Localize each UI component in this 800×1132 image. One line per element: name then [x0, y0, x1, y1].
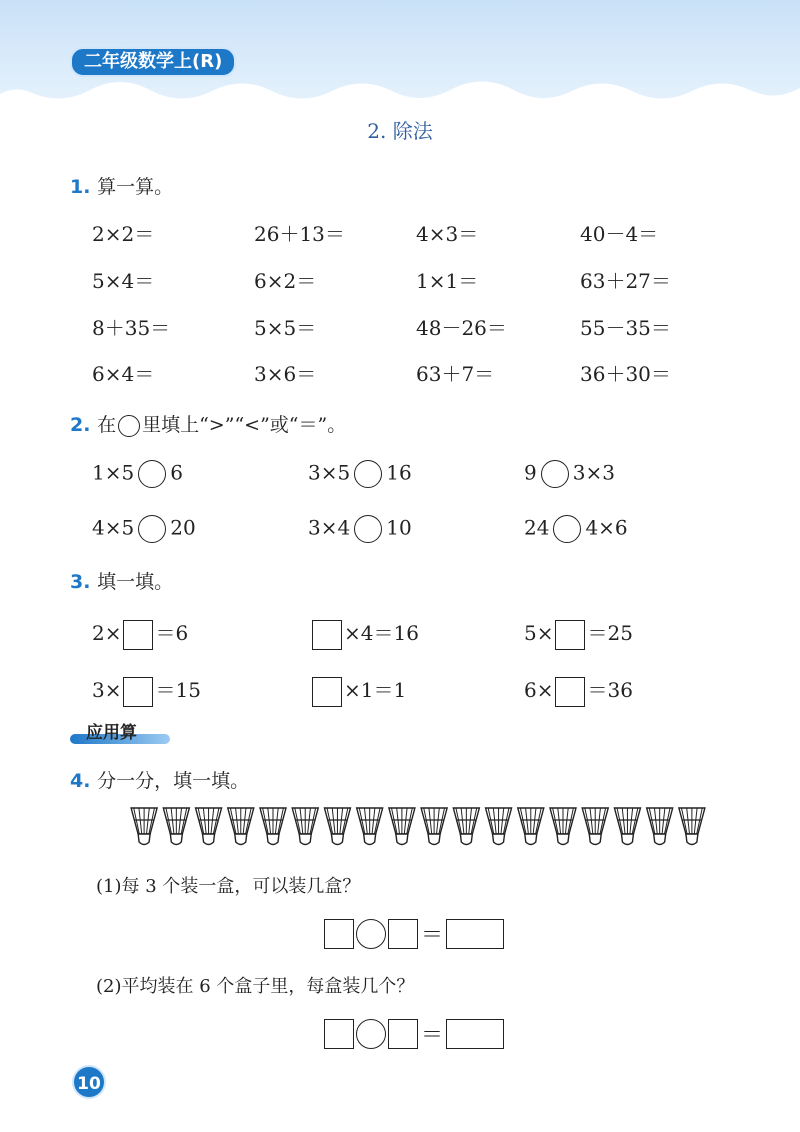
question-number: 1. — [70, 176, 91, 198]
shuttlecock-icon — [324, 808, 350, 845]
arithmetic-item: 36＋30＝ — [580, 362, 671, 386]
compare-left: 9 — [524, 460, 537, 485]
shuttlecock-icon — [518, 808, 544, 845]
banner-label: 应用算 — [86, 723, 137, 743]
shuttlecock-icon — [196, 808, 222, 845]
section-title: 2. 除法 — [367, 119, 433, 143]
fill-item — [310, 674, 406, 707]
question-4-heading — [70, 766, 249, 793]
fill-item — [310, 617, 419, 650]
arithmetic-item: 2×2＝ — [92, 222, 155, 246]
question-number: 2. — [70, 414, 91, 436]
shuttlecock-icon — [163, 808, 189, 845]
compare-right: 20 — [170, 515, 196, 540]
question-text: 算一算。 — [97, 176, 174, 198]
compare-item — [92, 460, 183, 488]
arithmetic-item: 8＋35＝ — [92, 316, 171, 340]
equation-line-1 — [324, 918, 504, 949]
shuttlecock-icon — [357, 808, 383, 845]
answer-box[interactable] — [388, 919, 418, 949]
fill-after: ＝25 — [587, 621, 633, 645]
shuttlecock-icon — [421, 808, 447, 845]
compare-left: 4×5 — [92, 515, 135, 540]
fill-before: 6× — [524, 678, 554, 702]
question-1-heading — [70, 172, 173, 199]
shuttlecock-icon — [614, 808, 640, 845]
arithmetic-item: 5×5＝ — [254, 316, 317, 340]
fill-item — [524, 674, 633, 707]
circle-icon — [118, 415, 140, 437]
fill-after: ＝6 — [155, 621, 189, 645]
equation-line-2 — [324, 1018, 504, 1049]
compare-item — [308, 515, 412, 543]
shuttlecock-icon — [582, 808, 608, 845]
answer-box[interactable] — [555, 677, 585, 707]
shuttlecock-icon — [453, 808, 479, 845]
answer-box[interactable] — [388, 1019, 418, 1049]
fill-before: 3× — [92, 678, 122, 702]
question-2-heading — [70, 410, 346, 437]
compare-item — [524, 515, 628, 543]
book-badge: 二年级数学上(R) — [70, 47, 236, 77]
fill-after: ＝15 — [155, 678, 201, 702]
question-text: 填一填。 — [97, 571, 174, 593]
arithmetic-item: 5×4＝ — [92, 269, 155, 293]
compare-item — [308, 460, 412, 488]
shuttlecock-icon — [292, 808, 318, 845]
question-text-after: 里填上“>”“<”或“＝”。 — [142, 414, 347, 436]
compare-right: 3×3 — [572, 460, 615, 485]
compare-item — [524, 460, 615, 488]
answer-circle[interactable] — [553, 515, 581, 543]
compare-right: 4×6 — [585, 515, 628, 540]
sub-question-1: (1)每 3 个装一盒，可以装几盒？ — [96, 876, 361, 897]
shuttlecock-icon — [389, 808, 415, 845]
shuttlecock-icon — [260, 808, 286, 845]
question-number: 3. — [70, 571, 91, 593]
sub-question-2: (2)平均装在 6 个盒子里，每盒装几个？ — [96, 976, 415, 997]
compare-left: 3×4 — [308, 515, 351, 540]
shuttlecock-icon — [550, 808, 576, 845]
equals-sign: ＝ — [421, 923, 444, 948]
fill-after: ×4＝16 — [344, 621, 419, 645]
answer-circle[interactable] — [138, 515, 166, 543]
compare-right: 16 — [386, 460, 412, 485]
section-banner — [70, 718, 170, 744]
compare-left: 3×5 — [308, 460, 351, 485]
question-text-before: 在 — [97, 414, 117, 436]
equals-sign: ＝ — [421, 1023, 444, 1048]
result-box[interactable] — [446, 1019, 504, 1049]
arithmetic-item: 6×2＝ — [254, 269, 317, 293]
arithmetic-item: 3×6＝ — [254, 362, 317, 386]
shuttlecock-icon — [131, 808, 157, 845]
compare-left: 24 — [524, 515, 550, 540]
arithmetic-item: 26＋13＝ — [254, 222, 345, 246]
answer-box[interactable] — [312, 620, 342, 650]
answer-box[interactable] — [123, 620, 153, 650]
arithmetic-item: 55－35＝ — [580, 316, 671, 340]
compare-right: 10 — [386, 515, 412, 540]
arithmetic-item: 1×1＝ — [416, 269, 479, 293]
operator-circle[interactable] — [356, 919, 386, 949]
answer-circle[interactable] — [138, 460, 166, 488]
fill-item — [92, 674, 201, 707]
fill-item — [92, 617, 188, 650]
question-number: 4. — [70, 770, 91, 792]
result-box[interactable] — [446, 919, 504, 949]
arithmetic-item: 4×3＝ — [416, 222, 479, 246]
page-number: 10 — [72, 1065, 106, 1099]
shuttlecock-icon — [228, 808, 254, 845]
answer-circle[interactable] — [354, 515, 382, 543]
shuttlecock-icon — [679, 808, 705, 845]
operator-circle[interactable] — [356, 1019, 386, 1049]
shuttlecock-icon — [486, 808, 512, 845]
answer-box[interactable] — [324, 919, 354, 949]
compare-right: 6 — [170, 460, 183, 485]
answer-circle[interactable] — [541, 460, 569, 488]
answer-box[interactable] — [555, 620, 585, 650]
compare-left: 1×5 — [92, 460, 135, 485]
arithmetic-item: 40－4＝ — [580, 222, 659, 246]
shuttlecock-row — [128, 806, 708, 848]
arithmetic-item: 6×4＝ — [92, 362, 155, 386]
answer-box[interactable] — [312, 677, 342, 707]
fill-after: ×1＝1 — [344, 678, 407, 702]
answer-box[interactable] — [324, 1019, 354, 1049]
fill-before: 2× — [92, 621, 122, 645]
arithmetic-item: 63＋7＝ — [416, 362, 495, 386]
arithmetic-item: 48－26＝ — [416, 316, 507, 340]
question-text: 分一分，填一填。 — [97, 770, 250, 792]
question-3-heading — [70, 567, 173, 594]
fill-item — [524, 617, 633, 650]
fill-after: ＝36 — [587, 678, 633, 702]
arithmetic-item: 63＋27＝ — [580, 269, 671, 293]
fill-before: 5× — [524, 621, 554, 645]
shuttlecock-icon — [647, 808, 673, 845]
answer-circle[interactable] — [354, 460, 382, 488]
answer-box[interactable] — [123, 677, 153, 707]
compare-item — [92, 515, 196, 543]
